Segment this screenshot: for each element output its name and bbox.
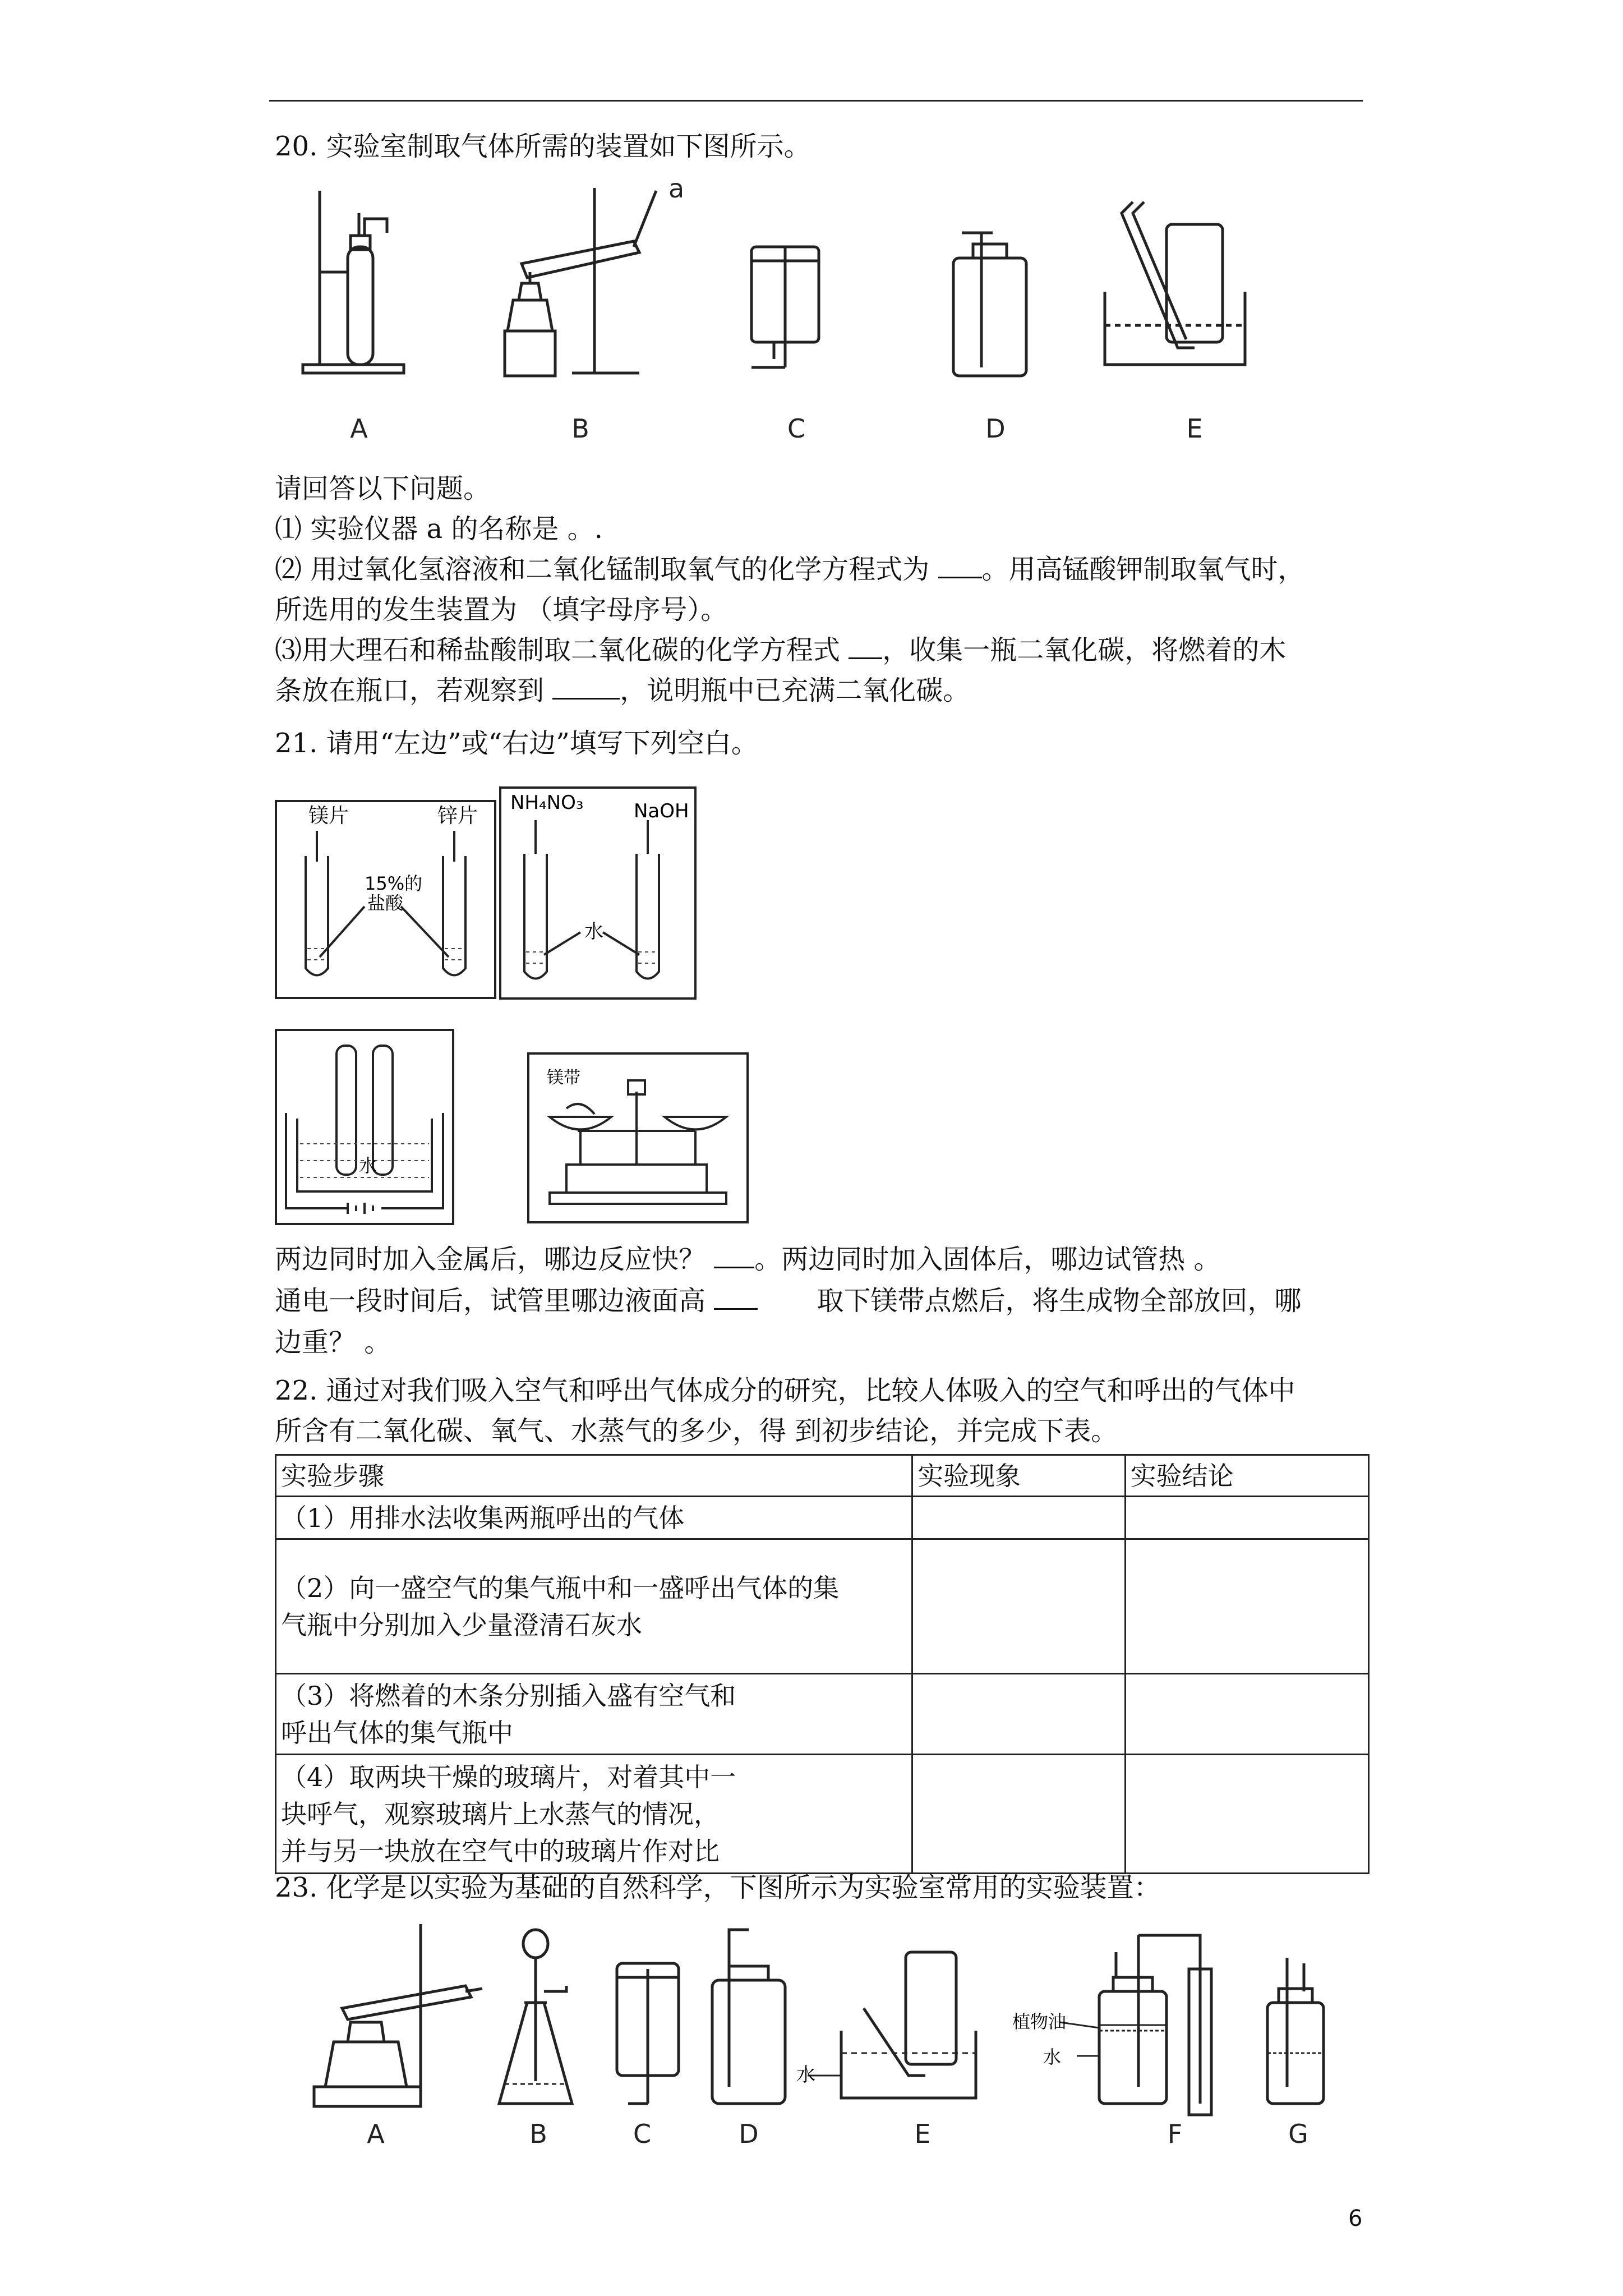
q20-subquestion-2-line1 xyxy=(275,550,1305,589)
step-4-line-1: （4）取两块干燥的玻璃片，对着其中一 xyxy=(281,1761,736,1792)
q23-title: 23. 化学是以实验为基础的自然科学，下图所示为实验室常用的实验装置： xyxy=(275,1872,1161,1903)
fig-e-water-label: 水 xyxy=(796,2064,815,2086)
q21-fig-solids-in-water xyxy=(499,786,697,1000)
q21-line-3: 边重？ 。 xyxy=(275,1327,391,1358)
q21-line1-part-a: 两边同时加入金属后，哪边反应快？ xyxy=(275,1244,706,1275)
fig4-label: 镁带 xyxy=(547,1068,580,1088)
q23-apparatus-figure xyxy=(303,1918,1368,2154)
answer-blank[interactable] xyxy=(938,554,982,578)
q21-fig-electrolysis xyxy=(275,1029,454,1225)
step-1-text: （1）用排水法收集两瓶呼出的气体 xyxy=(281,1502,685,1533)
header-phenomenon: 实验现象 xyxy=(912,1455,1125,1497)
table-row xyxy=(276,1539,1369,1674)
label-D: D xyxy=(739,2119,759,2149)
table-row xyxy=(276,1497,1369,1539)
fig-f-water-label: 水 xyxy=(1043,2046,1062,2068)
apparatus-e-water-displacement xyxy=(1105,202,1245,365)
step-3 xyxy=(276,1674,912,1755)
q22-line-1: 22. 通过对我们吸入空气和呼出气体成分的研究，比较人体吸入的空气和呼出的气体中 xyxy=(275,1375,1295,1406)
q20-s3-part-b: ，收集一瓶二氧化碳，将燃着的木 xyxy=(882,634,1287,666)
step-3-line-2: 呼出气体的集气瓶中 xyxy=(281,1717,513,1748)
table-row xyxy=(276,1674,1369,1755)
label-C: C xyxy=(633,2119,652,2149)
q21-line2-part-b: 取下镁带点燃后，将生成物全部放回，哪 xyxy=(817,1285,1302,1317)
label-E: E xyxy=(1186,413,1203,444)
label-A: A xyxy=(367,2119,385,2149)
fig1-right-label: 锌片 xyxy=(437,804,478,827)
apparatus-c-upward-air-displacement xyxy=(751,247,819,367)
phenomenon-cell-3[interactable] xyxy=(912,1674,1125,1755)
label-B: B xyxy=(571,413,589,444)
label-B: B xyxy=(529,2119,547,2149)
apparatus-f-oil-layer-bottle xyxy=(1060,1935,1211,2115)
q22-line-2: 所含有二氧化碳、氧气、水蒸气的多少，得 到初步结论，并完成下表。 xyxy=(275,1415,1118,1447)
q21-line2-part-a: 通电一段时间后，试管里哪边液面高 xyxy=(275,1285,706,1317)
step-4-line-3: 并与另一块放在空气中的玻璃片作对比 xyxy=(281,1835,720,1866)
fig1-acid-label-1: 15%的 xyxy=(365,873,423,894)
apparatus-d-downward-air-displacement xyxy=(953,233,1026,376)
table-row xyxy=(276,1755,1369,1874)
apparatus-b-heating-setup xyxy=(505,188,656,376)
header-conclusion: 实验结论 xyxy=(1125,1455,1368,1497)
fig2-right-label: NaOH xyxy=(634,800,689,822)
q22-experiment-table xyxy=(275,1454,1370,1874)
label-F: F xyxy=(1167,2119,1183,2149)
q21-line1-part-b: 。两边同时加入固体后，哪边试管热 。 xyxy=(754,1244,1221,1275)
label-C: C xyxy=(787,413,806,444)
answer-blank[interactable] xyxy=(849,635,882,659)
fig2-water-label: 水 xyxy=(584,921,603,943)
step-4-line-2: 块呼气，观察玻璃片上水蒸气的情况， xyxy=(281,1798,720,1829)
page-number: 6 xyxy=(1348,2206,1363,2231)
header-steps: 实验步骤 xyxy=(276,1455,912,1497)
q20-s3-part-c: 条放在瓶口，若观察到 xyxy=(275,675,545,706)
q20-s2-part-b: 。用高锰酸钾制取氧气时， xyxy=(981,554,1305,585)
answer-blank[interactable] xyxy=(714,1286,758,1310)
q20-subquestion-3-line1 xyxy=(275,631,1286,670)
q20-s3-part-a: ⑶用大理石和稀盐酸制取二氧化碳的化学方程式 xyxy=(275,634,841,666)
apparatus-d-upright-gas-jar xyxy=(712,1930,785,2104)
phenomenon-cell-2[interactable] xyxy=(912,1539,1125,1674)
conclusion-cell-3[interactable] xyxy=(1125,1674,1368,1755)
fig2-left-label: NH₄NO₃ xyxy=(510,792,584,814)
q21-line-2 xyxy=(275,1281,1302,1320)
label-G: G xyxy=(1288,2119,1308,2149)
conclusion-cell-4[interactable] xyxy=(1125,1755,1368,1874)
q20-subquestion-2-line2: 所选用的发生装置为 （填字母序号）。 xyxy=(275,594,728,625)
apparatus-a-heating-setup xyxy=(314,1924,482,2106)
q20-subquestion-3-line2 xyxy=(275,671,970,710)
apparatus-b-conical-flask-funnel xyxy=(499,1930,572,2104)
answer-blank[interactable] xyxy=(714,1244,754,1268)
fig1-left-label: 镁片 xyxy=(308,804,349,827)
step-2 xyxy=(276,1539,912,1674)
phenomenon-cell-1[interactable] xyxy=(912,1497,1125,1539)
q20-prompt: 请回答以下问题。 xyxy=(275,473,491,504)
step-4 xyxy=(276,1755,912,1874)
q20-s2-part-a: ⑵ 用过氧化氢溶液和二氧化锰制取氧气的化学方程式为 xyxy=(275,554,930,585)
label-D: D xyxy=(985,413,1006,444)
fig1-acid-label-2: 盐酸 xyxy=(367,892,404,914)
answer-blank[interactable] xyxy=(552,675,620,700)
conclusion-cell-2[interactable] xyxy=(1125,1539,1368,1674)
apparatus-g-wash-bottle xyxy=(1267,1958,1324,2104)
apparatus-c-inverted-gas-jar xyxy=(617,1963,679,2104)
label-a: a xyxy=(668,173,685,204)
q21-title: 21. 请用“左边”或“右边”填写下列空白。 xyxy=(275,728,758,759)
q20-subquestion-1: ⑴ 实验仪器 a 的名称是 。. xyxy=(275,513,603,545)
step-2-line-1: （2）向一盛空气的集气瓶中和一盛呼出气体的集 xyxy=(281,1572,840,1603)
step-1 xyxy=(276,1497,912,1539)
label-E: E xyxy=(914,2119,931,2149)
step-2-line-2: 气瓶中分别加入少量澄清石灰水 xyxy=(281,1609,642,1640)
q20-apparatus-figure xyxy=(292,173,1301,454)
q20-title: 20. 实验室制取气体所需的装置如下图所示。 xyxy=(275,131,811,162)
apparatus-e-water-trough xyxy=(808,1952,976,2098)
phenomenon-cell-4[interactable] xyxy=(912,1755,1125,1874)
q20-s3-part-d: ，说明瓶中已充满二氧化碳。 xyxy=(620,675,970,706)
label-A: A xyxy=(350,413,368,444)
header-rule xyxy=(269,100,1363,102)
table-header-row xyxy=(276,1455,1369,1497)
step-3-line-1: （3）将燃着的木条分别插入盛有空气和 xyxy=(281,1680,736,1711)
apparatus-a-test-tube-stand xyxy=(303,191,404,373)
fig3-water-label: 水 xyxy=(359,1155,377,1176)
q21-fig-balance xyxy=(527,1052,749,1223)
q21-line-1 xyxy=(275,1240,1221,1279)
fig-f-oil-label: 植物油 xyxy=(1012,2011,1067,2032)
q21-fig-metals-in-acid xyxy=(275,800,496,999)
conclusion-cell-1[interactable] xyxy=(1125,1497,1368,1539)
